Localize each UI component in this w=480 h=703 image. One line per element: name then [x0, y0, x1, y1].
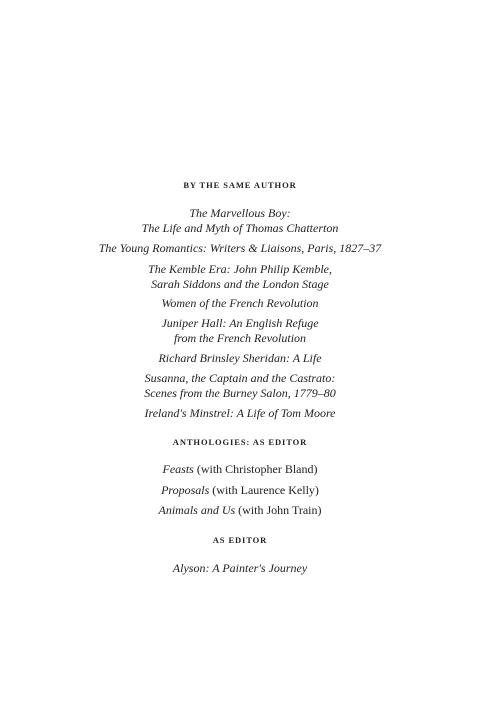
book-title-line: Sarah Siddons and the London Stage [151, 277, 329, 291]
book-title-line: The Life and Myth of Thomas Chatterton [141, 221, 339, 235]
book-title-line: Scenes from the Burney Salon, 1779–80 [144, 386, 336, 400]
book-title-line: Women of the French Revolution [161, 296, 319, 310]
anthology-title: Animals and Us [158, 503, 236, 517]
anthology-title: Feasts [162, 462, 194, 476]
section-heading-anthologies: ANTHOLOGIES: AS EDITOR [172, 437, 308, 447]
anthology-title: Proposals [161, 483, 210, 497]
anthology-entry [0, 503, 480, 518]
anthology-entry [0, 462, 480, 477]
anthology-note: (with Christopher Bland) [193, 462, 318, 476]
anthology-note: (with John Train) [235, 503, 322, 517]
book-title-line: Ireland's Minstrel: A Life of Tom Moore [144, 406, 336, 420]
book-title-line: from the French Revolution [173, 331, 307, 345]
section-heading-as-editor: AS EDITOR [212, 535, 268, 545]
book-title-line: The Marvellous Boy: [189, 206, 291, 220]
book-title-line: Juniper Hall: An English Refuge [161, 316, 319, 330]
anthology-entry [0, 483, 480, 498]
section-heading-same-author: BY THE SAME AUTHOR [183, 180, 297, 190]
book-title-line: Richard Brinsley Sheridan: A Life [158, 351, 322, 365]
book-title-line: Susanna, the Captain and the Castrato: [144, 371, 336, 385]
anthology-note: (with Laurence Kelly) [209, 483, 319, 497]
book-title-line: The Young Romantics: Writers & Liaisons, Paris, 1827–37 [98, 241, 382, 255]
book-title-line: Alyson: A Painter's Journey [172, 561, 308, 575]
book-title-line: The Kemble Era: John Philip Kemble, [148, 262, 332, 276]
